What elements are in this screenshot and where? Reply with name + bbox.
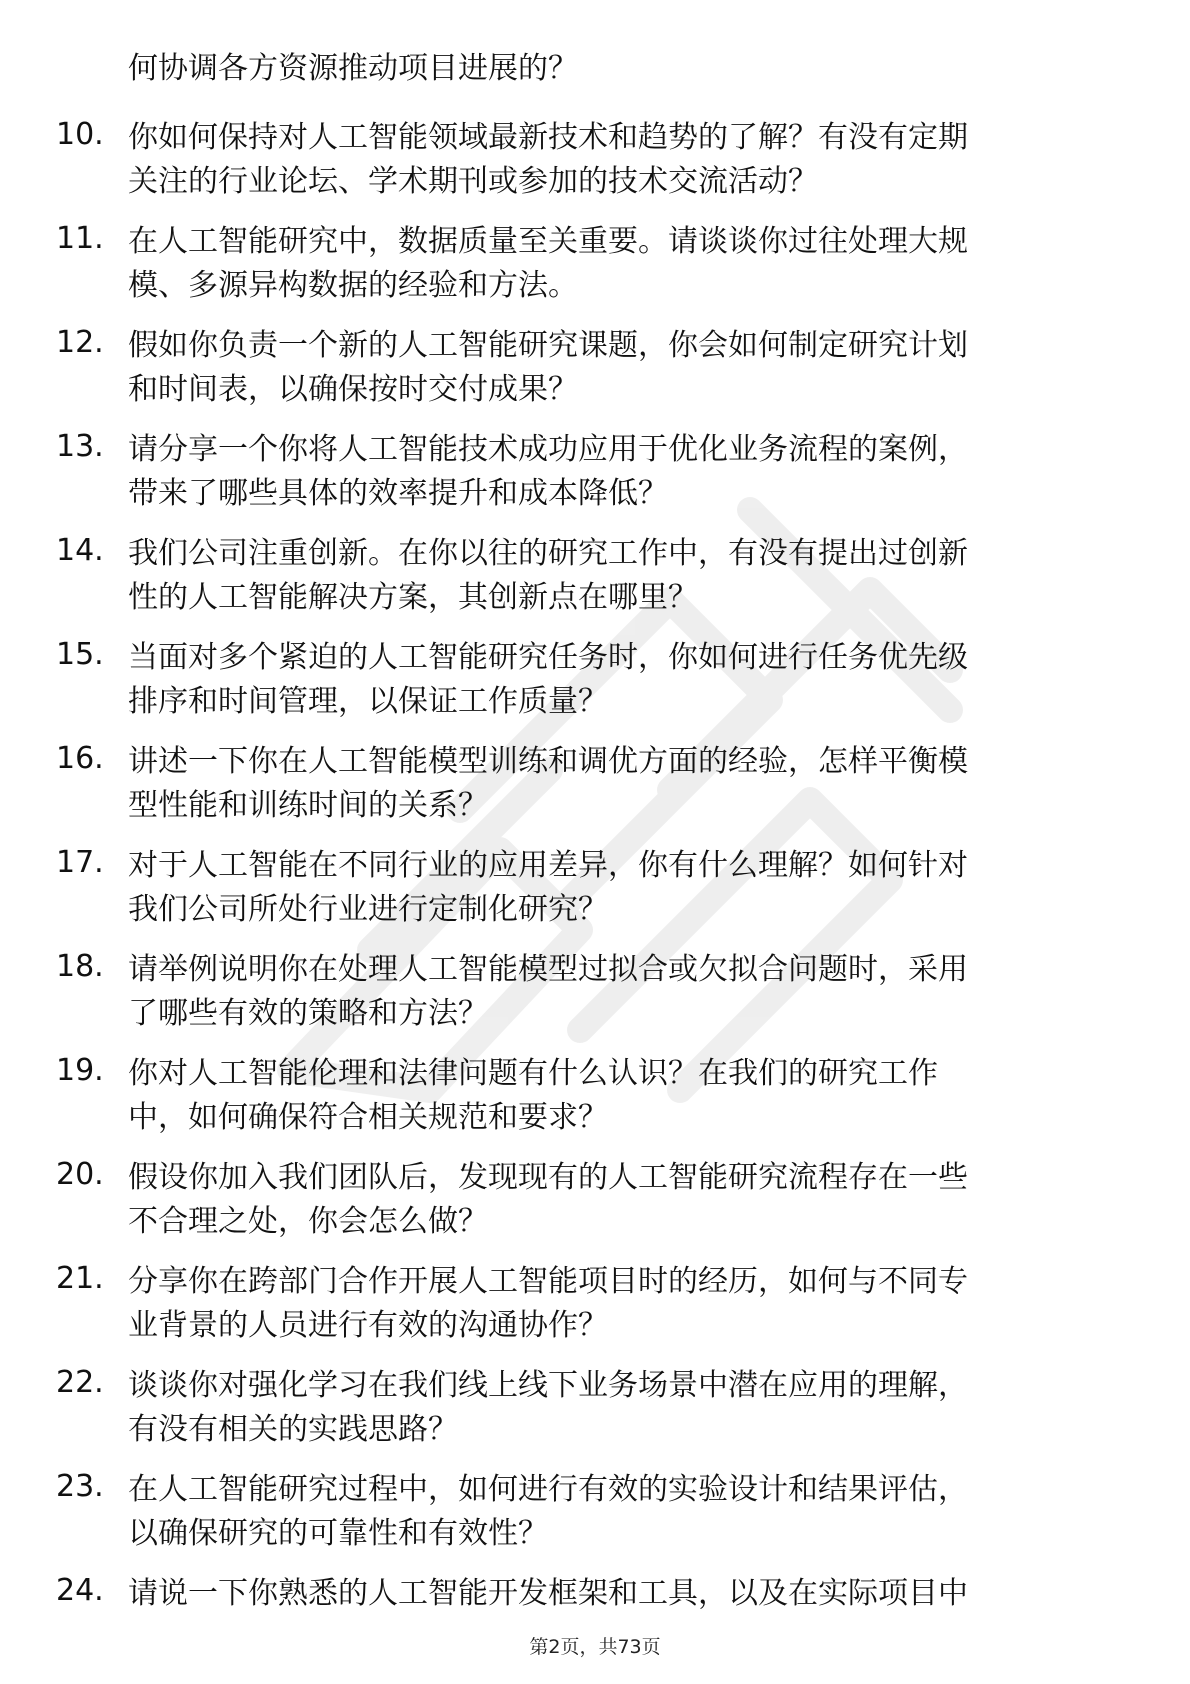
question-number: 16. <box>56 741 104 776</box>
question-text <box>128 1572 1118 1616</box>
question-number: 12. <box>56 325 104 360</box>
question-list <box>56 116 1126 1676</box>
question-number: 14. <box>56 533 104 568</box>
question-line: 假如你负责一个新的人工智能研究课题，你会如何制定研究计划 <box>128 328 968 363</box>
question-number: 22. <box>56 1365 104 1400</box>
question-item <box>56 844 1126 948</box>
question-item <box>56 532 1126 636</box>
question-text <box>128 844 1118 932</box>
question-text <box>128 948 1118 1036</box>
question-number: 17. <box>56 845 104 880</box>
question-item <box>56 116 1126 220</box>
question-item <box>56 1260 1126 1364</box>
question-item <box>56 1364 1126 1468</box>
question-line: 我们公司注重创新。在你以往的研究工作中，有没有提出过创新 <box>128 536 968 571</box>
question-text <box>128 1468 1118 1556</box>
question-item <box>56 220 1126 324</box>
question-number: 11. <box>56 221 104 256</box>
question-line: 讲述一下你在人工智能模型训练和调优方面的经验，怎样平衡模 <box>128 744 968 779</box>
question-line: 中，如何确保符合相关规范和要求？ <box>128 1100 608 1135</box>
page-footer: 第2页，共73页 <box>529 1636 661 1658</box>
question-line: 关注的行业论坛、学术期刊或参加的技术交流活动？ <box>128 164 818 199</box>
question-item <box>56 324 1126 428</box>
question-number: 24. <box>56 1573 104 1608</box>
question-text <box>128 220 1118 308</box>
question-number: 23. <box>56 1469 104 1504</box>
question-item <box>56 1572 1126 1676</box>
question-number: 10. <box>56 117 104 152</box>
question-line: 你对人工智能伦理和法律问题有什么认识？在我们的研究工作 <box>128 1056 938 1091</box>
question-item <box>56 636 1126 740</box>
question-line: 排序和时间管理，以保证工作质量？ <box>128 684 608 719</box>
question-text <box>128 116 1118 204</box>
question-line: 谈谈你对强化学习在我们线上线下业务场景中潜在应用的理解， <box>128 1368 968 1403</box>
question-line: 在人工智能研究中，数据质量至关重要。请谈谈你过往处理大规 <box>128 224 968 259</box>
question-line: 我们公司所处行业进行定制化研究？ <box>128 892 608 927</box>
question-number: 18. <box>56 949 104 984</box>
question-line: 带来了哪些具体的效率提升和成本降低？ <box>128 476 668 511</box>
question-line: 假设你加入我们团队后，发现现有的人工智能研究流程存在一些 <box>128 1160 968 1195</box>
question-text <box>128 1260 1118 1348</box>
continuation-text: 何协调各方资源推动项目进展的？ <box>128 51 578 86</box>
question-number: 13. <box>56 429 104 464</box>
question-line: 当面对多个紧迫的人工智能研究任务时，你如何进行任务优先级 <box>128 640 968 675</box>
question-item <box>56 1468 1126 1572</box>
question-line: 模、多源异构数据的经验和方法。 <box>128 268 578 303</box>
question-text <box>128 324 1118 412</box>
question-text <box>128 1052 1118 1140</box>
question-line: 在人工智能研究过程中，如何进行有效的实验设计和结果评估， <box>128 1472 968 1507</box>
question-line: 以确保研究的可靠性和有效性？ <box>128 1516 548 1551</box>
question-item <box>56 1052 1126 1156</box>
question-line: 型性能和训练时间的关系？ <box>128 788 488 823</box>
question-item <box>56 1156 1126 1260</box>
question-number: 21. <box>56 1261 104 1296</box>
question-line: 你如何保持对人工智能领域最新技术和趋势的了解？有没有定期 <box>128 120 968 155</box>
question-line: 性的人工智能解决方案，其创新点在哪里？ <box>128 580 698 615</box>
question-line: 请分享一个你将人工智能技术成功应用于优化业务流程的案例， <box>128 432 968 467</box>
question-text <box>128 532 1118 620</box>
question-line: 不合理之处，你会怎么做？ <box>128 1204 488 1239</box>
question-text <box>128 428 1118 516</box>
question-text <box>128 636 1118 724</box>
question-line: 了哪些有效的策略和方法？ <box>128 996 488 1031</box>
question-line: 对于人工智能在不同行业的应用差异，你有什么理解？如何针对 <box>128 848 968 883</box>
question-line: 请说一下你熟悉的人工智能开发框架和工具，以及在实际项目中 <box>128 1576 968 1611</box>
question-text <box>128 1156 1118 1244</box>
question-line: 和时间表，以确保按时交付成果？ <box>128 372 578 407</box>
question-item <box>56 740 1126 844</box>
question-number: 15. <box>56 637 104 672</box>
question-number: 19. <box>56 1053 104 1088</box>
question-item <box>56 948 1126 1052</box>
question-line: 请举例说明你在处理人工智能模型过拟合或欠拟合问题时，采用 <box>128 952 968 987</box>
question-line: 业背景的人员进行有效的沟通协作？ <box>128 1308 608 1343</box>
question-number: 20. <box>56 1157 104 1192</box>
question-text <box>128 1364 1118 1452</box>
question-item <box>56 428 1126 532</box>
question-line: 分享你在跨部门合作开展人工智能项目时的经历，如何与不同专 <box>128 1264 968 1299</box>
question-text <box>128 740 1118 828</box>
question-line: 有没有相关的实践思路？ <box>128 1412 458 1447</box>
